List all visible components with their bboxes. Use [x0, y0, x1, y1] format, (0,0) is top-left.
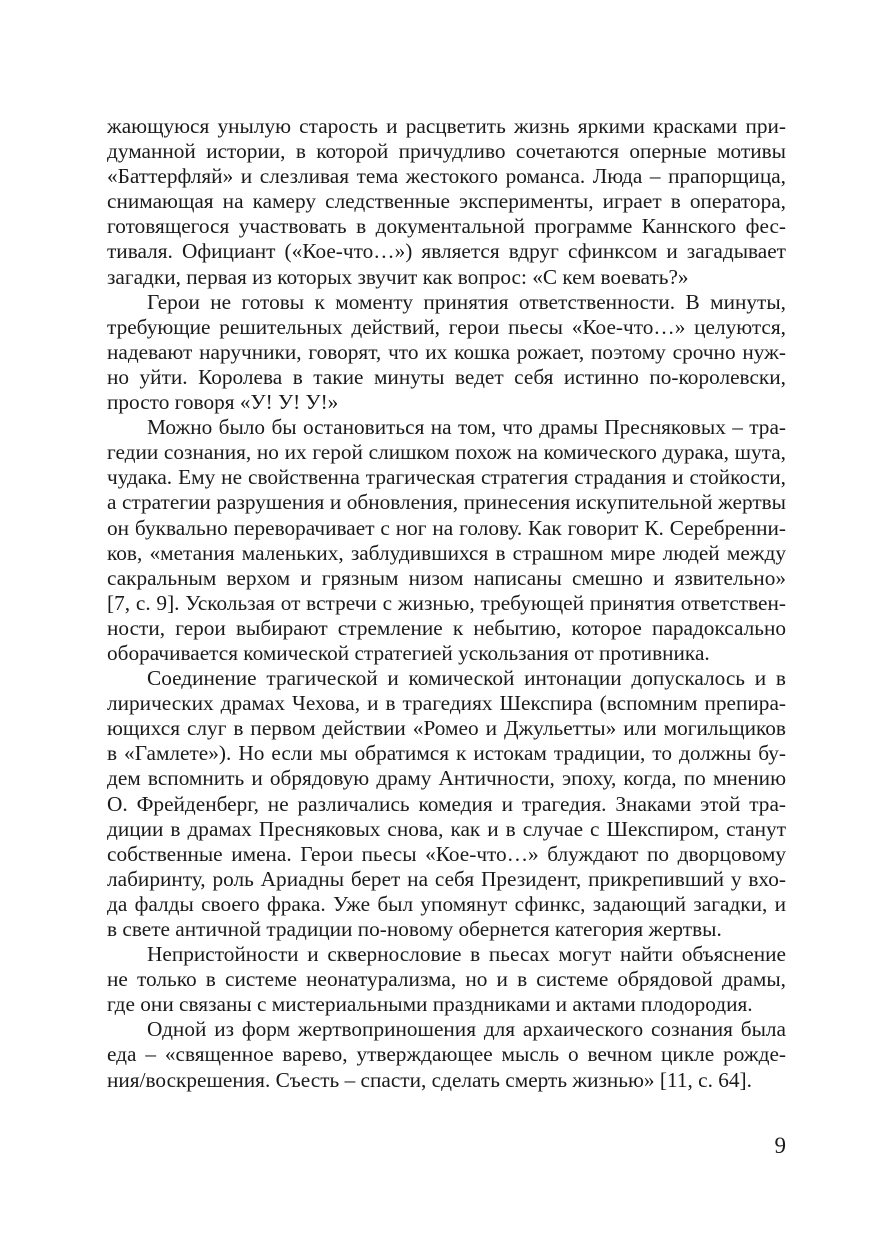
text-line: [7, с. 9]. Ускользая от встречи с жизнью, требующей принятия ответствен-: [107, 590, 786, 615]
text-line: надевают наручники, говорят, что их кошка рожает, поэтому срочно нуж-: [107, 339, 786, 364]
text-line: да фалды своего фрака. Уже был упомянут сфинкс, задающий загадки, и: [107, 891, 786, 916]
paragraph-2: [107, 290, 786, 415]
paragraph-6: [107, 1017, 786, 1092]
text-line: диции в драмах Пресняковых снова, как и в случае с Шекспиром, станут: [107, 816, 786, 841]
text-line: Одной из форм жертвоприношения для архаического сознания была: [147, 1017, 786, 1042]
text-line: ков, «метания маленьких, заблудившихся в страшном мире людей между: [107, 540, 786, 565]
paragraph-3: [107, 415, 786, 666]
text-line: просто говоря «У! У! У!»: [107, 390, 339, 415]
text-line: лабиринту, роль Ариадны берет на себя Президент, прикрепивший у вхо-: [107, 866, 786, 891]
text-line: ющихся слуг в первом действии «Ромео и Джульетты» или могильщиков: [107, 716, 786, 741]
text-line: в свете античной традиции по-новому обернется категория жертвы.: [107, 917, 722, 941]
text-line: ности, герои выбирают стремление к небытию, которое парадоксально: [107, 615, 786, 640]
text-line: загадки, первая из которых звучит как вопрос: «С кем воевать?»: [107, 264, 689, 289]
text-line: Герои не готовы к моменту принятия ответственности. В минуты,: [147, 289, 786, 314]
text-line: О. Фрейденберг, не различались комедия и трагедия. Знаками этой тра-: [107, 791, 786, 816]
text-line: тиваля. Официант («Кое-что…») является вдруг сфинксом и загадывает: [107, 239, 786, 264]
text-line: но уйти. Королева в такие минуты ведет себя истинно по-королевски,: [107, 364, 786, 389]
text-line: в «Гамлете»). Но если мы обратимся к истокам традиции, то должны бу-: [107, 741, 786, 766]
text-line: жающуюся унылую старость и расцветить жизнь яркими красками при-: [107, 114, 786, 138]
text-line: Соединение трагической и комической интонации допускалось и в: [147, 666, 786, 691]
text-line: Можно было бы остановиться на том, что драмы Пресняковых – тра-: [147, 415, 786, 440]
text-line: оборачивается комической стратегией ускользания от противника.: [107, 640, 710, 665]
paragraph-5: [107, 942, 786, 1017]
text-line: а стратегии разрушения и обновления, принесения искупительной жертвы: [107, 490, 786, 515]
text-line: гедии сознания, но их герой слишком похож на комического дурака, шута,: [107, 440, 786, 465]
text-line: «Баттерфляй» и слезливая тема жестокого романса. Люда – прапорщица,: [107, 164, 786, 189]
page-number: 9: [774, 1133, 786, 1158]
text-line: дем вспомнить и обрядовую драму Античности, эпоху, когда, по мнению: [107, 766, 786, 791]
text-line: ния/воскрешения. Съесть – спасти, сделать смерть жизнью» [11, с. 64].: [107, 1067, 752, 1092]
text-line: требующие решительных действий, герои пьесы «Кое-что…» целуются,: [107, 314, 786, 339]
text-line: чудака. Ему не свойственна трагическая стратегия страдания и стойкости,: [107, 465, 786, 490]
text-line: готовящегося участвовать в документальной программе Каннского фес-: [107, 214, 786, 239]
text-line: думанной истории, в которой причудливо сочетаются оперные мотивы: [107, 139, 786, 164]
text-line: не только в системе неонатурализма, но и в системе обрядовой драмы,: [107, 967, 786, 992]
text-line: сакральным верхом и грязным низом написаны смешно и язвительно»: [107, 565, 786, 590]
text-line: лирических драмах Чехова, и в трагедиях Шекспира (вспомним препира-: [107, 691, 786, 716]
text-line: еда – «священное варево, утверждающее мысль о вечном цикле рожде-: [107, 1042, 786, 1067]
text-line: собственные имена. Герои пьесы «Кое-что…» блуждают по дворцовому: [107, 841, 786, 866]
paragraph-1: [107, 114, 786, 290]
text-line: он буквально переворачивает с ног на голову. Как говорит К. Серебренни-: [107, 515, 786, 540]
body-text: [107, 114, 786, 1093]
text-line: снимающая на камеру следственные эксперименты, играет в оператора,: [107, 189, 786, 214]
text-line: Непристойности и сквернословие в пьесах могут найти объяснение: [147, 942, 786, 967]
paragraph-4: [107, 666, 786, 942]
text-line: где они связаны с мистериальными праздниками и актами плодородия.: [107, 992, 753, 1017]
